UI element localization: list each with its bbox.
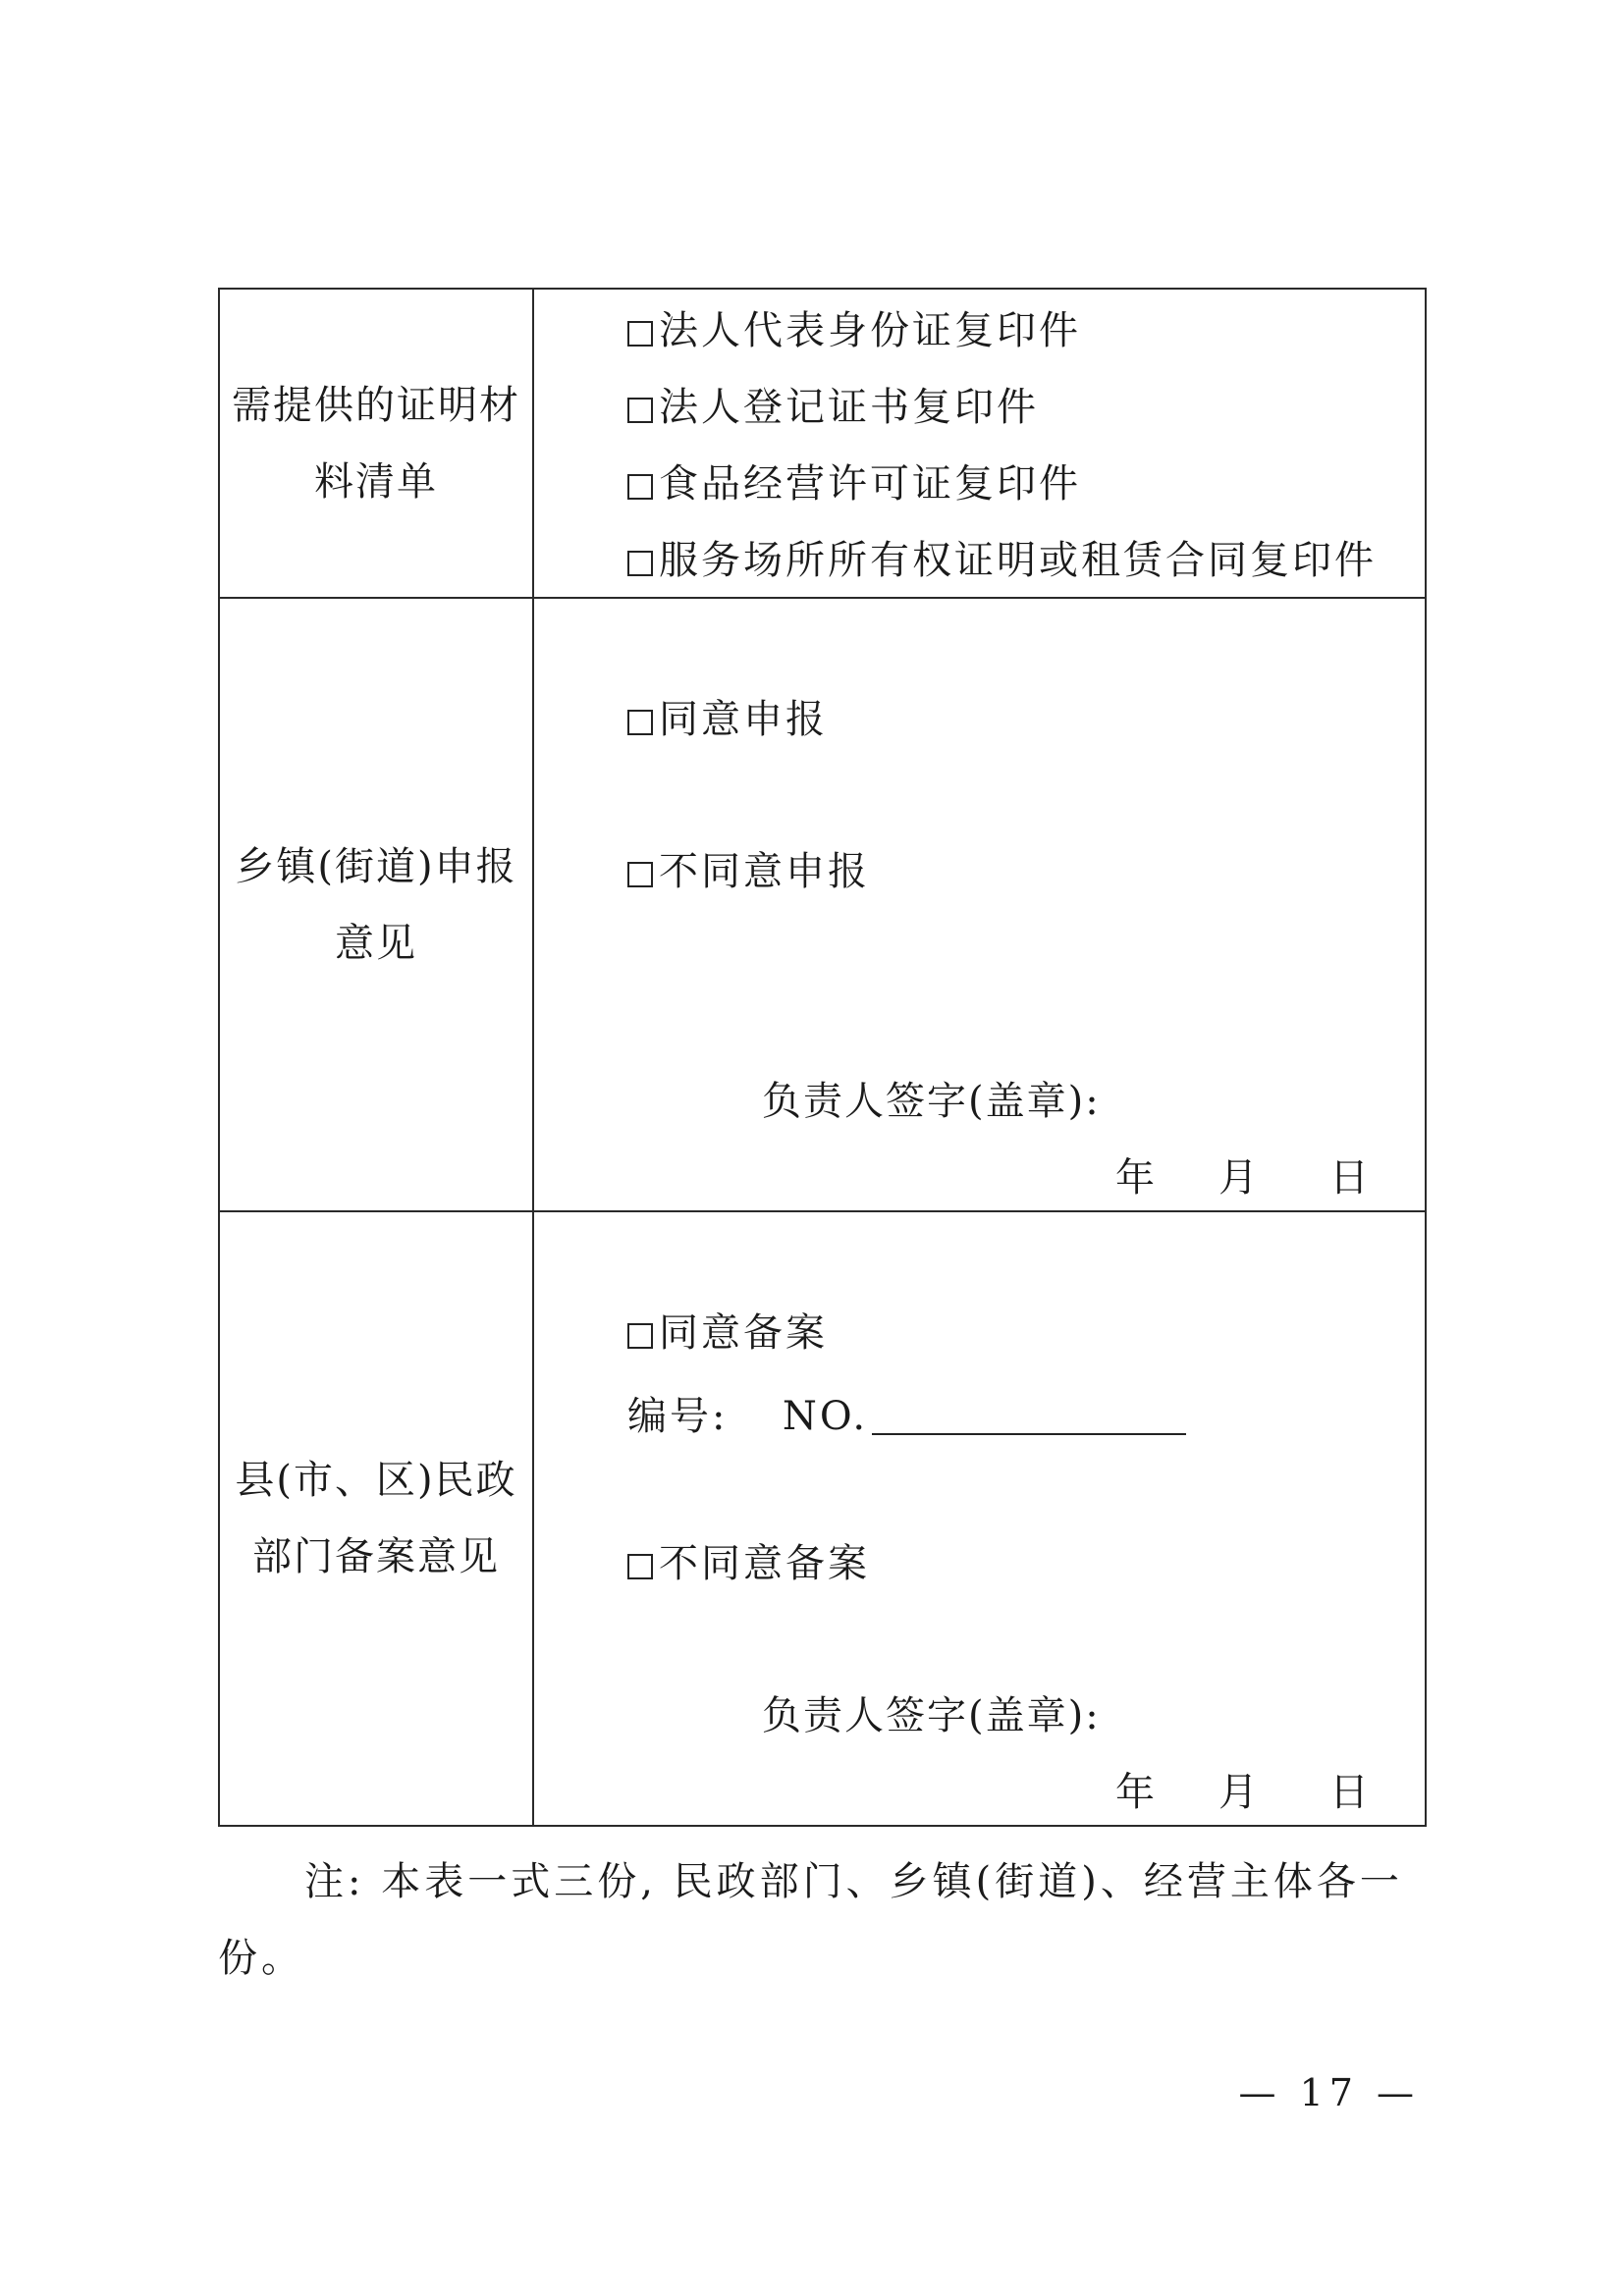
township-label-line1: 乡镇(街道)申报	[235, 843, 517, 889]
county-option-agree-label: 同意备案	[659, 1310, 828, 1356]
county-number-prefix: NO.	[782, 1394, 869, 1439]
township-label-cell	[219, 598, 533, 1211]
material-option-label: 食品经营许可证复印件	[659, 461, 1081, 507]
county-option-disagree[interactable]	[627, 1539, 870, 1588]
material-option-label: 法人代表身份证复印件	[659, 308, 1081, 353]
page-number: — 17 —	[1238, 2071, 1420, 2114]
county-number-row	[627, 1392, 1186, 1441]
checkbox[interactable]	[627, 862, 653, 887]
footnote-text: 注: 本表一式三份, 民政部门、乡镇(街道)、经营主体各一份。	[218, 1859, 1403, 1981]
township-option-disagree-label: 不同意申报	[659, 849, 870, 894]
township-date-year: 年	[1115, 1155, 1155, 1201]
township-signature-label: 负责人签字(盖章):	[762, 1079, 1101, 1124]
county-date-day: 日	[1329, 1770, 1369, 1815]
township-row	[219, 598, 1426, 1211]
materials-label-line1: 需提供的证明材	[232, 382, 520, 428]
checkbox[interactable]	[627, 321, 653, 347]
county-row	[219, 1211, 1426, 1826]
filing-form-table	[218, 288, 1427, 1827]
material-option-label: 法人登记证书复印件	[659, 385, 1039, 430]
checkbox[interactable]	[627, 710, 653, 735]
county-option-disagree-label: 不同意备案	[659, 1541, 870, 1586]
county-signature-label: 负责人签字(盖章):	[762, 1693, 1101, 1738]
county-label-cell	[219, 1211, 533, 1826]
materials-content-cell	[533, 289, 1426, 598]
material-option-premises-proof[interactable]	[627, 536, 1377, 585]
county-date-month: 月	[1218, 1770, 1258, 1815]
township-date-month: 月	[1218, 1155, 1258, 1201]
material-option-food-license[interactable]	[627, 459, 1081, 508]
county-content-cell	[533, 1211, 1426, 1826]
footnote	[218, 1843, 1427, 1997]
township-label-line2: 意见	[335, 920, 417, 966]
township-content-cell	[533, 598, 1426, 1211]
material-option-label: 服务场所所有权证明或租赁合同复印件	[659, 538, 1377, 583]
township-date-day: 日	[1329, 1155, 1369, 1201]
checkbox[interactable]	[627, 398, 653, 423]
county-number-input[interactable]	[872, 1394, 1186, 1435]
checkbox[interactable]	[627, 1323, 653, 1349]
checkbox[interactable]	[627, 551, 653, 576]
materials-row	[219, 289, 1426, 598]
county-label-line2: 部门备案意见	[252, 1534, 500, 1579]
county-number-label: 编号:	[627, 1394, 729, 1439]
material-option-legal-rep-id[interactable]	[627, 306, 1081, 355]
materials-label-line2: 料清单	[314, 458, 438, 505]
county-option-agree[interactable]	[627, 1308, 828, 1358]
materials-label-cell	[219, 289, 533, 598]
county-label-line1: 县(市、区)民政	[235, 1458, 517, 1503]
township-option-agree-label: 同意申报	[659, 697, 828, 742]
material-option-registration-cert[interactable]	[627, 383, 1039, 432]
checkbox[interactable]	[627, 1554, 653, 1579]
township-option-agree[interactable]	[627, 695, 828, 744]
county-date-year: 年	[1115, 1770, 1155, 1815]
township-option-disagree[interactable]	[627, 847, 870, 896]
checkbox[interactable]	[627, 474, 653, 500]
